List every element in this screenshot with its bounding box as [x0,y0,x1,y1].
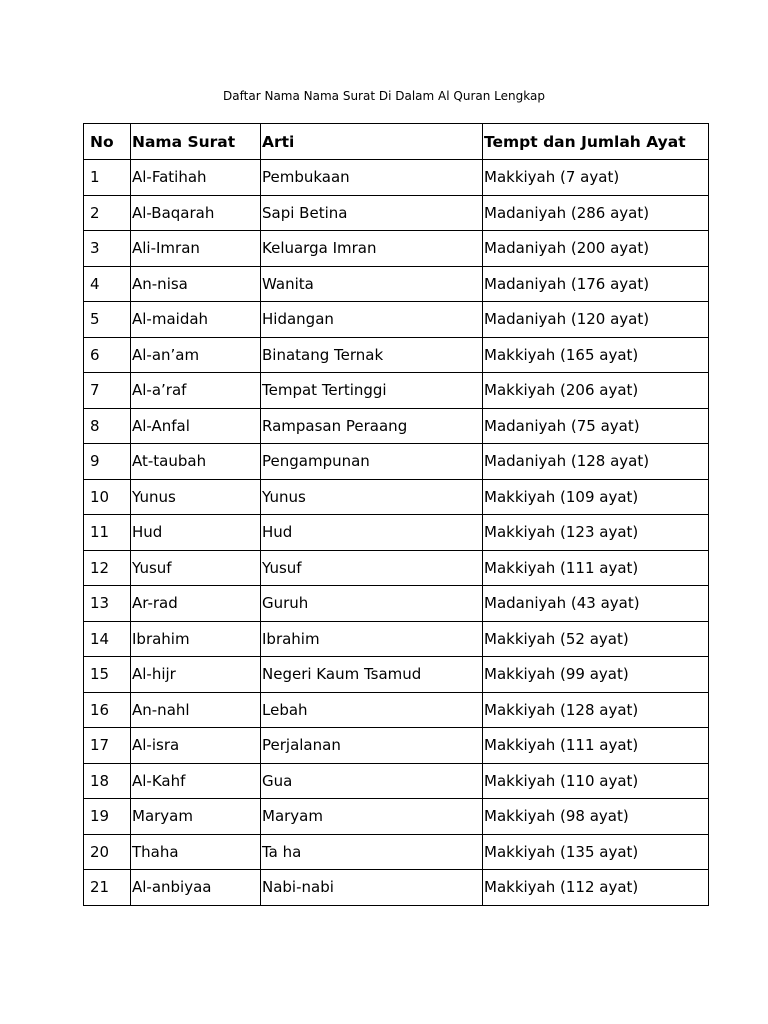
cell-no: 16 [84,692,131,728]
cell-arti: Pembukaan [261,160,483,196]
cell-no: 4 [84,266,131,302]
table-header-row [84,124,709,160]
cell-tempat-jumlah-ayat: Madaniyah (200 ayat) [483,231,709,267]
table-row [84,302,709,338]
cell-arti: Hud [261,515,483,551]
cell-nama-surat: At-taubah [131,444,261,480]
cell-arti: Negeri Kaum Tsamud [261,657,483,693]
cell-tempat-jumlah-ayat: Makkiyah (165 ayat) [483,337,709,373]
cell-tempat-jumlah-ayat: Makkiyah (110 ayat) [483,763,709,799]
cell-arti: Hidangan [261,302,483,338]
table-row [84,266,709,302]
cell-arti: Ta ha [261,834,483,870]
cell-arti: Pengampunan [261,444,483,480]
table-row [84,763,709,799]
cell-tempat-jumlah-ayat: Makkiyah (112 ayat) [483,870,709,906]
cell-no: 13 [84,586,131,622]
cell-tempat-jumlah-ayat: Madaniyah (120 ayat) [483,302,709,338]
table-row [84,870,709,906]
header-arti: Arti [261,124,483,160]
cell-nama-surat: Al-isra [131,728,261,764]
cell-arti: Yunus [261,479,483,515]
header-tempat-jumlah-ayat: Tempt dan Jumlah Ayat [483,124,709,160]
cell-arti: Keluarga Imran [261,231,483,267]
table-row [84,160,709,196]
cell-nama-surat: Al-Anfal [131,408,261,444]
cell-tempat-jumlah-ayat: Madaniyah (176 ayat) [483,266,709,302]
cell-nama-surat: An-nisa [131,266,261,302]
table-row [84,479,709,515]
cell-arti: Guruh [261,586,483,622]
cell-no: 17 [84,728,131,764]
cell-tempat-jumlah-ayat: Madaniyah (43 ayat) [483,586,709,622]
table-row [84,799,709,835]
cell-tempat-jumlah-ayat: Makkiyah (111 ayat) [483,550,709,586]
table-body [84,160,709,906]
cell-no: 8 [84,408,131,444]
cell-no: 19 [84,799,131,835]
cell-nama-surat: Al-Fatihah [131,160,261,196]
cell-tempat-jumlah-ayat: Makkiyah (99 ayat) [483,657,709,693]
cell-nama-surat: Al-a’raf [131,373,261,409]
cell-no: 10 [84,479,131,515]
cell-nama-surat: Yunus [131,479,261,515]
table-row [84,231,709,267]
cell-arti: Nabi-nabi [261,870,483,906]
cell-tempat-jumlah-ayat: Makkiyah (206 ayat) [483,373,709,409]
table-row [84,692,709,728]
cell-no: 5 [84,302,131,338]
cell-no: 1 [84,160,131,196]
cell-tempat-jumlah-ayat: Makkiyah (123 ayat) [483,515,709,551]
cell-no: 9 [84,444,131,480]
cell-no: 18 [84,763,131,799]
table-row [84,337,709,373]
cell-nama-surat: Ibrahim [131,621,261,657]
cell-nama-surat: Ar-rad [131,586,261,622]
cell-arti: Rampasan Peraang [261,408,483,444]
cell-arti: Maryam [261,799,483,835]
cell-nama-surat: Al-hijr [131,657,261,693]
cell-nama-surat: Thaha [131,834,261,870]
cell-no: 2 [84,195,131,231]
cell-arti: Perjalanan [261,728,483,764]
cell-tempat-jumlah-ayat: Makkiyah (128 ayat) [483,692,709,728]
header-nama-surat: Nama Surat [131,124,261,160]
cell-no: 11 [84,515,131,551]
cell-nama-surat: Maryam [131,799,261,835]
cell-arti: Sapi Betina [261,195,483,231]
table-row [84,373,709,409]
table-row [84,728,709,764]
table-row [84,621,709,657]
cell-nama-surat: Al-Baqarah [131,195,261,231]
cell-tempat-jumlah-ayat: Makkiyah (135 ayat) [483,834,709,870]
cell-arti: Lebah [261,692,483,728]
document-title: Daftar Nama Nama Surat Di Dalam Al Quran Lengkap [223,89,545,103]
table-row [84,195,709,231]
cell-tempat-jumlah-ayat: Makkiyah (109 ayat) [483,479,709,515]
cell-tempat-jumlah-ayat: Madaniyah (286 ayat) [483,195,709,231]
cell-arti: Wanita [261,266,483,302]
table-row [84,444,709,480]
header-no: No [84,124,131,160]
cell-nama-surat: Yusuf [131,550,261,586]
cell-tempat-jumlah-ayat: Makkiyah (111 ayat) [483,728,709,764]
cell-nama-surat: An-nahl [131,692,261,728]
cell-arti: Ibrahim [261,621,483,657]
cell-no: 15 [84,657,131,693]
cell-nama-surat: Al-anbiyaa [131,870,261,906]
cell-no: 21 [84,870,131,906]
table-row [84,550,709,586]
cell-tempat-jumlah-ayat: Makkiyah (7 ayat) [483,160,709,196]
table-row [84,834,709,870]
cell-no: 14 [84,621,131,657]
cell-no: 3 [84,231,131,267]
cell-nama-surat: Ali-Imran [131,231,261,267]
cell-tempat-jumlah-ayat: Makkiyah (98 ayat) [483,799,709,835]
cell-nama-surat: Hud [131,515,261,551]
cell-nama-surat: Al-an’am [131,337,261,373]
cell-arti: Binatang Ternak [261,337,483,373]
cell-nama-surat: Al-maidah [131,302,261,338]
cell-no: 12 [84,550,131,586]
cell-arti: Tempat Tertinggi [261,373,483,409]
cell-tempat-jumlah-ayat: Madaniyah (128 ayat) [483,444,709,480]
cell-arti: Gua [261,763,483,799]
surah-table [83,123,709,906]
cell-no: 7 [84,373,131,409]
table-row [84,515,709,551]
table-row [84,586,709,622]
cell-arti: Yusuf [261,550,483,586]
table-row [84,408,709,444]
table-row [84,657,709,693]
cell-no: 20 [84,834,131,870]
cell-no: 6 [84,337,131,373]
cell-tempat-jumlah-ayat: Makkiyah (52 ayat) [483,621,709,657]
cell-tempat-jumlah-ayat: Madaniyah (75 ayat) [483,408,709,444]
cell-nama-surat: Al-Kahf [131,763,261,799]
